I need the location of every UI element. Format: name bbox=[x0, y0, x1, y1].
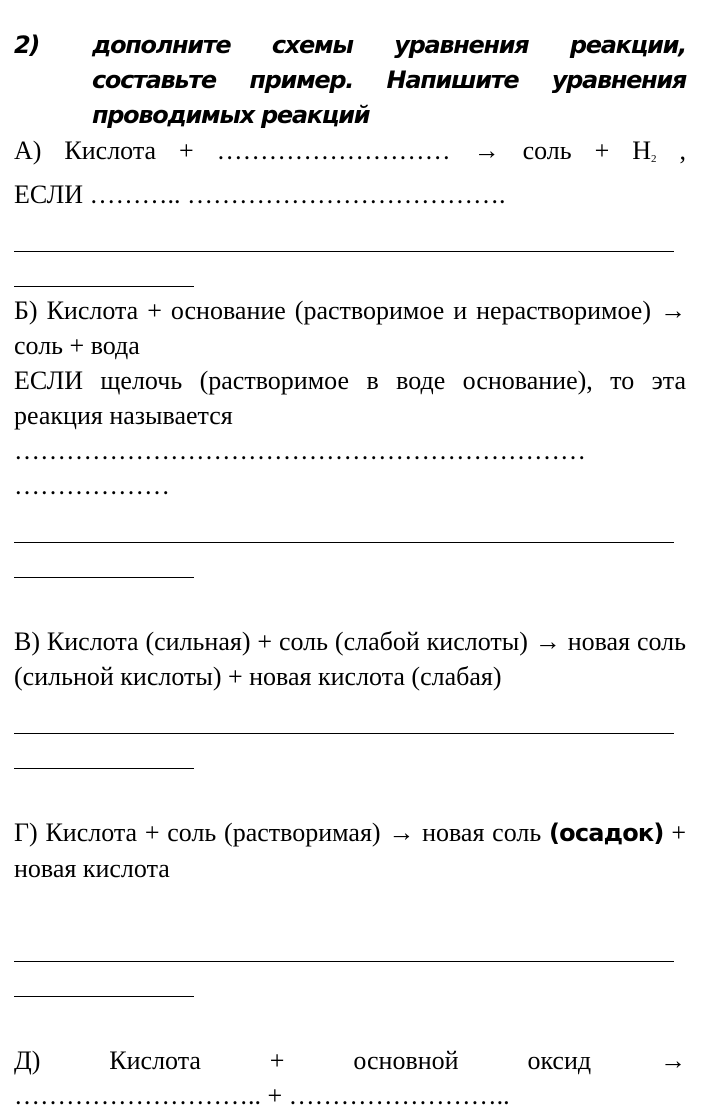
section-d-scheme: Д) Кислота + основной оксид → bbox=[14, 1046, 686, 1075]
section-a-comma: , bbox=[656, 136, 687, 165]
section-g-text: Г) Кислота + соль (растворимая) → новая соль bbox=[14, 818, 542, 847]
answer-line-v-2[interactable] bbox=[14, 734, 194, 769]
task-instruction bbox=[14, 28, 686, 133]
task-number: 2) bbox=[14, 31, 40, 59]
section-g-text-end: + новая кислота bbox=[14, 818, 687, 883]
worksheet-page bbox=[14, 28, 686, 1113]
precipitate-label: (осадок) bbox=[548, 819, 664, 847]
answer-line-v-1[interactable] bbox=[14, 694, 674, 734]
section-b-dots-1[interactable]: ………………………………………………………… bbox=[14, 436, 586, 465]
task-text: дополните схемы уравнения реакции, составьте пример. Напишите уравнения проводимых реакций bbox=[92, 31, 686, 129]
answer-line-a-2[interactable] bbox=[14, 252, 194, 287]
hydrogen-subscript: 2 bbox=[651, 153, 657, 165]
section-b-condition: ЕСЛИ щелочь (растворимое в воде основание), то эта реакция называется bbox=[14, 366, 686, 430]
section-a-formula: А) Кислота + ……………………… → соль + Н bbox=[14, 136, 652, 165]
section-v-scheme: В) Кислота (сильная) + соль (слабой кислоты) → новая соль (сильной кислоты) + новая кислота (слабая) bbox=[14, 627, 686, 691]
answer-line-b-1[interactable] bbox=[14, 503, 674, 543]
answer-line-b-2[interactable] bbox=[14, 543, 194, 578]
section-b-dots-2[interactable]: ……………… bbox=[14, 471, 170, 500]
section-b-scheme: Б) Кислота + основание (растворимое и нерастворимое) → соль + вода bbox=[14, 296, 686, 360]
answer-line-g-2[interactable] bbox=[14, 962, 194, 997]
answer-line-g-1[interactable] bbox=[14, 922, 674, 962]
section-a-line1 bbox=[14, 133, 686, 177]
answer-line-a-1[interactable] bbox=[14, 212, 674, 252]
section-g-scheme bbox=[14, 815, 686, 886]
section-a-condition: ЕСЛИ ……….. ………………………………. bbox=[14, 180, 506, 209]
section-d-dots[interactable]: ……………………….. + …………………….. bbox=[14, 1081, 510, 1110]
